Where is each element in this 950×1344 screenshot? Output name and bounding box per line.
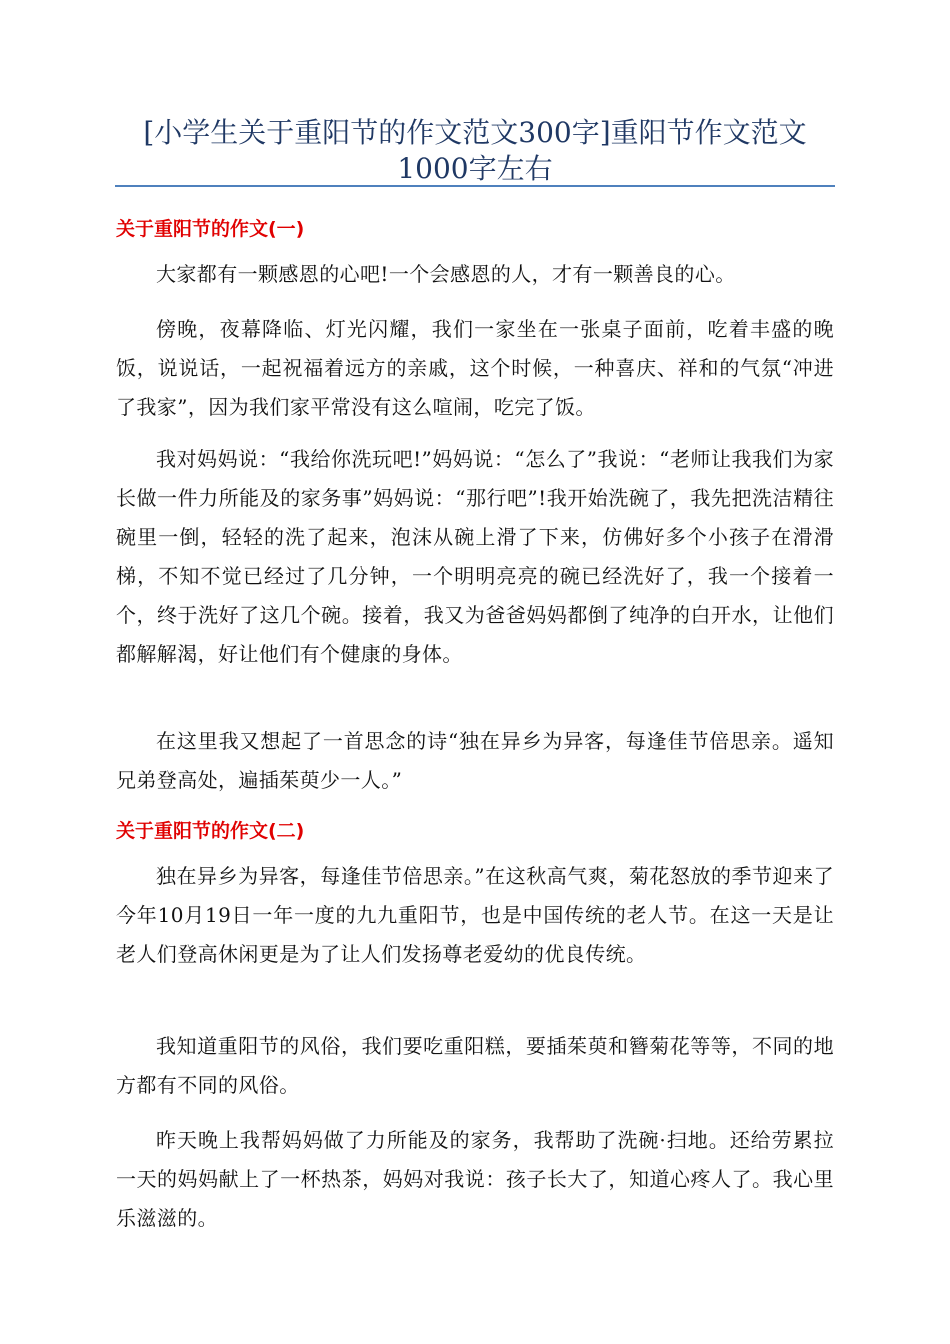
paragraph: 在这里我又想起了一首思念的诗“独在异乡为异客，每逢佳节倍思亲。遥知兄弟登高处，遍插茱萸少一人。”: [116, 729, 834, 792]
section-heading-2: 关于重阳节的作文(二): [116, 820, 305, 842]
page-title: [小学生关于重阳节的作文范文300字]重阳节作文范文1000字左右: [143, 116, 807, 185]
title-divider: [115, 185, 835, 187]
section-heading-1: 关于重阳节的作文(一): [116, 218, 305, 240]
paragraph: 独在异乡为异客，每逢佳节倍思亲。”在这秋高气爽，菊花怒放的季节迎来了今年10月19日一年一度的九九重阳节，也是中国传统的老人节。在这一天是让老人们登高休闲更是为了让人们发扬尊老爱幼的优良传统。: [116, 864, 834, 966]
paragraph: 我知道重阳节的风俗，我们要吃重阳糕，要插茱萸和簪菊花等等，不同的地方都有不同的风俗。: [116, 1034, 834, 1097]
paragraph: 傍晚，夜幕降临、灯光闪耀，我们一家坐在一张桌子面前，吃着丰盛的晚饭，说说话，一起祝福着远方的亲戚，这个时候，一种喜庆、祥和的气氛“冲进了我家”，因为我们家平常没有这么喧闹，吃完了饭。: [116, 317, 834, 419]
paragraph: 我对妈妈说：“我给你洗玩吧!”妈妈说：“怎么了”我说：“老师让我我们为家长做一件力所能及的家务事”妈妈说：“那行吧”!我开始洗碗了，我先把洗洁精往碗里一倒，轻轻的洗了起来，泡沫从碗上滑了下来，仿佛好多个小孩子在滑滑梯，不知不觉已经过了几分钟，一个明明亮亮的碗已经洗好了，我一个接着一个，终于洗好了这几个碗。接着，我又为爸爸妈妈都倒了纯净的白开水，让他们都解解渴，好让他们有个健康的身体。: [116, 447, 834, 666]
paragraph: 大家都有一颗感恩的心吧!一个会感恩的人，才有一颗善良的心。: [156, 262, 736, 286]
paragraph: 昨天晚上我帮妈妈做了力所能及的家务，我帮助了洗碗·扫地。还给劳累拉一天的妈妈献上了一杯热茶，妈妈对我说：孩子长大了，知道心疼人了。我心里乐滋滋的。: [116, 1128, 834, 1230]
